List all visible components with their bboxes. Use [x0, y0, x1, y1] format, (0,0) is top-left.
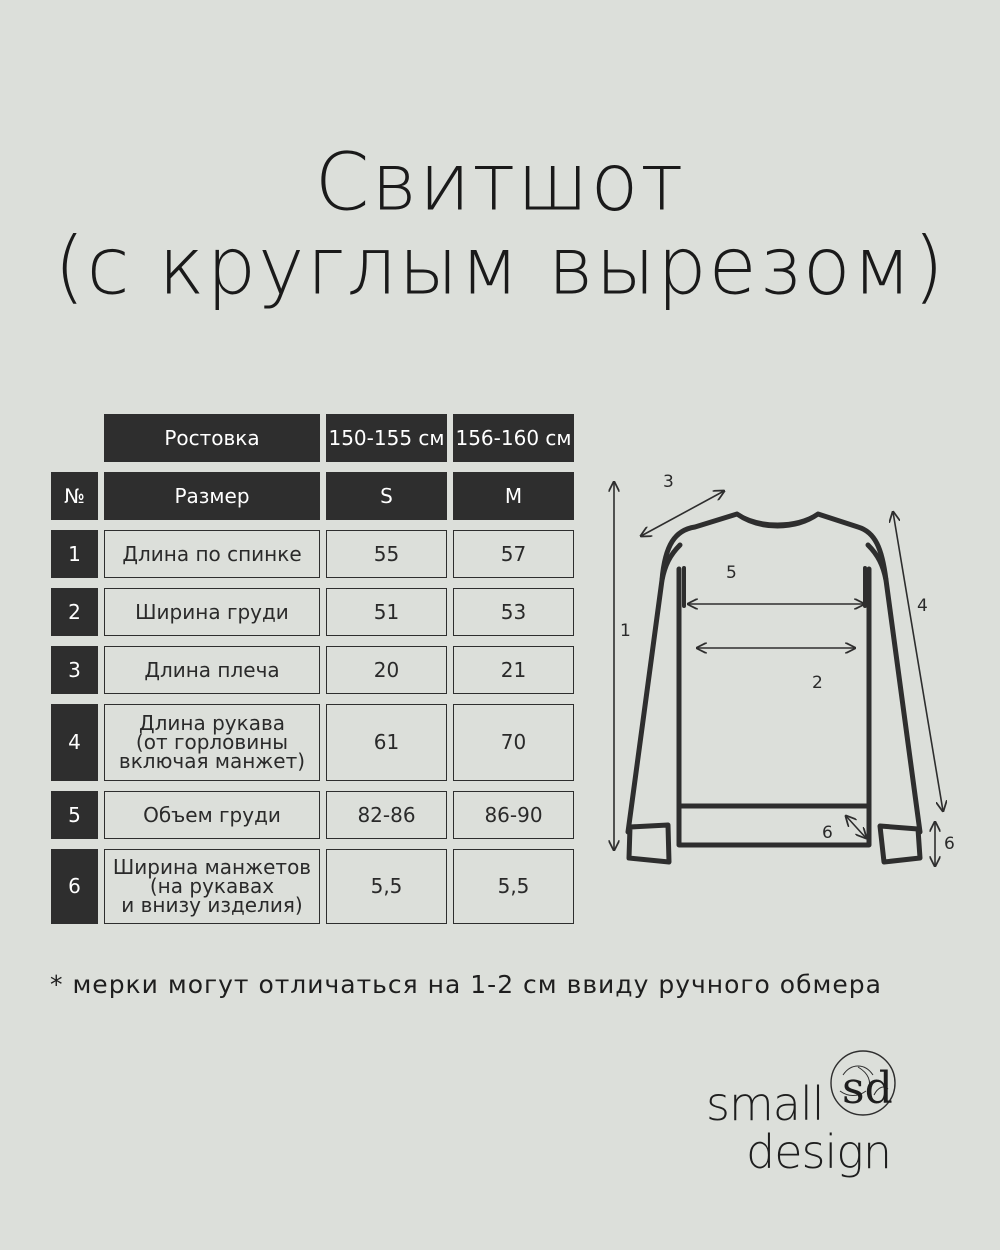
label-shoulder: 3 [663, 472, 674, 492]
header-height-label: Ростовка [104, 414, 320, 462]
row-number: 2 [51, 588, 98, 636]
row-value-m: 5,5 [453, 849, 574, 924]
sweatshirt-outline [628, 545, 920, 845]
right-cuff [880, 826, 920, 862]
logo-mark-icon [818, 1045, 908, 1125]
row-value-s: 55 [326, 530, 447, 578]
row-value-m: 21 [453, 646, 574, 694]
row-name: Длина плеча [104, 646, 320, 694]
row-name: Длина рукава (от горловины включая манжет) [104, 704, 320, 781]
row-name: Длина по спинке [104, 530, 320, 578]
header-size-m: M [453, 472, 574, 520]
row-number: 4 [51, 704, 98, 781]
row-number: 3 [51, 646, 98, 694]
row-value-s: 61 [326, 704, 447, 781]
row-number: 6 [51, 849, 98, 924]
row-number: 1 [51, 530, 98, 578]
row-value-m: 86-90 [453, 791, 574, 839]
arrow-cuff-bottom [846, 816, 866, 838]
row-number: 5 [51, 791, 98, 839]
measurement-note: * мерки могут отличаться на 1-2 см ввиду ручного обмера [50, 970, 882, 999]
brand-logo [700, 1045, 920, 1195]
logo-word-small: small [706, 1077, 824, 1131]
arrow-sleeve [893, 512, 943, 811]
left-cuff [629, 825, 669, 862]
label-cuff-bottom: 6 [822, 823, 833, 843]
header-number: № [51, 472, 98, 520]
label-sleeve-length: 4 [917, 596, 928, 616]
header-size-label: Размер [104, 472, 320, 520]
page-title-line-1: Свитшот [314, 137, 686, 229]
row-value-m: 53 [453, 588, 574, 636]
row-name: Ширина манжетов (на рукавах и внизу изделия) [104, 849, 320, 924]
row-name: Объем груди [104, 791, 320, 839]
label-chest-width: 2 [812, 673, 823, 693]
label-cuff-sleeve: 6 [944, 834, 955, 854]
row-value-m: 57 [453, 530, 574, 578]
page-title-line-2: (с круглым вырезом) [54, 221, 946, 313]
row-value-s: 5,5 [326, 849, 447, 924]
sweatshirt-diagram [595, 460, 975, 880]
label-back-length: 1 [620, 621, 631, 641]
row-value-s: 82-86 [326, 791, 447, 839]
svg-text:sd: sd [842, 1063, 893, 1114]
label-chest-circ: 5 [726, 563, 737, 583]
header-height-m: 156-160 см [453, 414, 574, 462]
row-name: Ширина груди [104, 588, 320, 636]
row-value-s: 20 [326, 646, 447, 694]
row-value-s: 51 [326, 588, 447, 636]
logo-word-design: design [746, 1125, 892, 1179]
row-value-m: 70 [453, 704, 574, 781]
header-height-s: 150-155 см [326, 414, 447, 462]
header-size-s: S [326, 472, 447, 520]
